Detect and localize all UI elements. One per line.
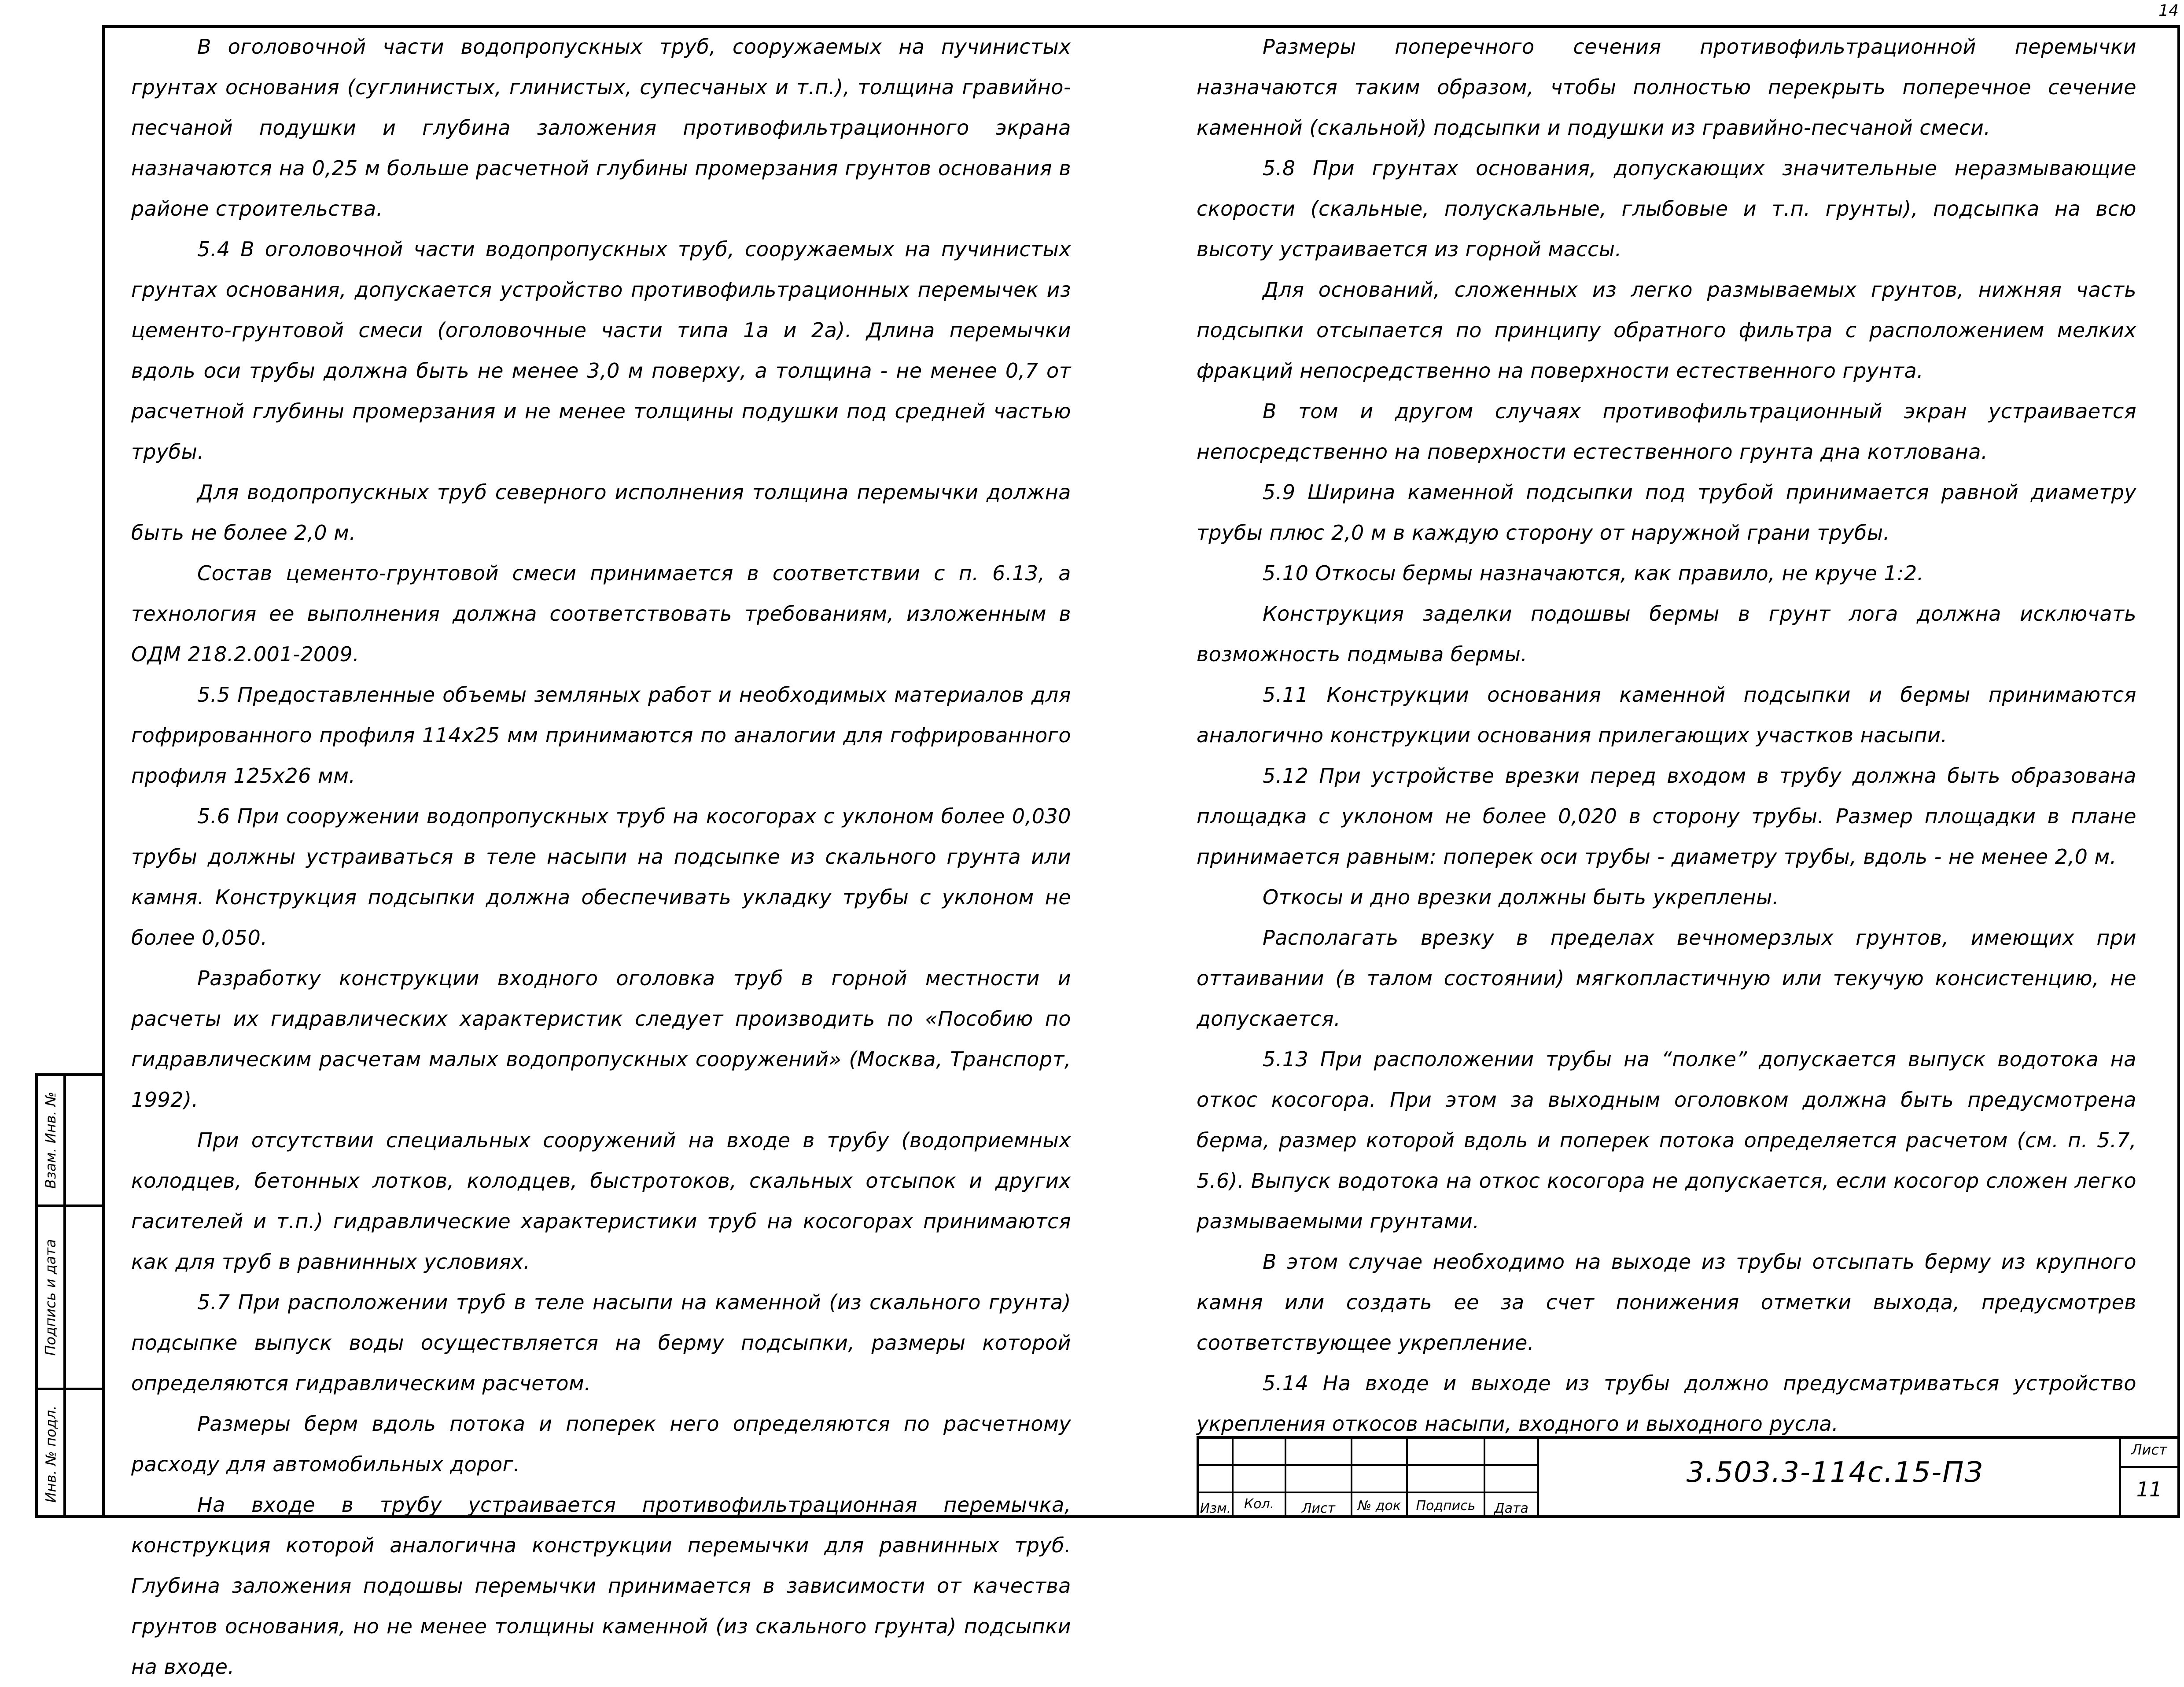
sheet-label: Лист	[2131, 1441, 2167, 1458]
paragraph: При отсутствии специальных сооружений на входе в трубу (водоприемных колодцев, бетонных лотков, колодцев, быстротоков, скальных отсыпок и других гасителей и т.п.) гидравлические характеристики труб на косогорах принимаются как для труб в равнинных условиях.	[131, 1128, 1071, 1274]
paragraph: В этом случае необходимо на выходе из трубы отсыпать берму из крупного камня или создать ее за счет понижения отметки выхода, предусмотрев соответствующее укрепление.	[1197, 1250, 2136, 1355]
side-stamp-strip	[35, 1073, 102, 1518]
title-col	[1485, 1439, 1539, 1518]
strip-cell-inv-zam	[38, 1076, 63, 1204]
sheet-number: 11	[2136, 1477, 2162, 1501]
paragraph: Состав цементо-грунтовой смеси принимается в соответствии с п. 6.13, а технология ее выполнения должна соответствовать требованиям, изложенным в ОДМ 218.2.001-2009.	[131, 561, 1071, 666]
paragraph: Для оснований, сложенных из легко размываемых грунтов, нижняя часть подсыпки отсыпается по принципу обратного фильтра с расположением мелких фракций непосредственно на поверхности естественного грунта.	[1197, 278, 2136, 383]
paragraph: Откосы и дно врезки должны быть укреплены.	[1263, 885, 1779, 909]
paragraph: В оголовочной части водопропускных труб, сооружаемых на пучинистых грунтах основания (суглинистых, глинистых, супесчаных и т.п.), толщина гравийно-песчаной подушки и глубина заложения противофильтрационного экрана назначаются на 0,25 м больше расчетной глубины промерзания грунтов основания в районе строительства.	[131, 35, 1071, 221]
col-ndok-label: № док	[1358, 1498, 1401, 1514]
paragraph: 5.7 При расположении труб в теле насыпи на каменной (из скального грунта) подсыпке выпуск воды осуществляется на берму подсыпки, размеры которой определяются гидравлическим расчетом.	[131, 1290, 1071, 1395]
strip-divider	[63, 1076, 66, 1515]
right-text-column	[1197, 26, 2136, 1444]
col-data-label: Дата	[1494, 1501, 1528, 1516]
paragraph: 5.14 На входе и выходе из трубы должно предусматриваться устройство укрепления откосов насыпи, входного и выходного русла.	[1197, 1371, 2136, 1436]
paragraph: 5.11 Конструкции основания каменной подсыпки и бермы принимаются аналогично конструкции основания прилегающих участков насыпи.	[1197, 683, 2136, 747]
paragraph: Размеры поперечного сечения противофильтрационной перемычки назначаются таким образом, чтобы полностью перекрыть поперечное сечение каменной (скальной) подсыпки и подушки из гравийно-песчаной смеси.	[1197, 35, 2136, 140]
strip-label: Подпись и дата	[42, 1239, 59, 1356]
paragraph: Для водопропускных труб северного исполнения толщина перемычки должна быть не более 2,0 м.	[131, 480, 1071, 545]
col-izm-label: Изм.	[1200, 1501, 1231, 1516]
document-code: 3.503.3-114с.15-ПЗ	[1686, 1456, 1984, 1489]
strip-cell-sign-date	[38, 1207, 63, 1388]
corner-page-number: 14	[2158, 2, 2179, 20]
strip-cell-inv-orig	[38, 1390, 63, 1518]
strip-label: Взам. Инв. №	[42, 1091, 59, 1189]
paragraph: На входе в трубу устраивается противофильтрационная перемычка, конструкция которой аналогична конструкции перемычки для равнинных труб. Глубина заложения подошвы перемычки принимается в зависимости от качества грунтов основания, но не менее толщины каменной (из скального грунта) подсыпки на входе.	[131, 1493, 1071, 1679]
title-col	[1234, 1439, 1286, 1518]
paragraph: Конструкция заделки подошвы бермы в грунт лога должна исключать возможность подмыва бермы.	[1197, 602, 2136, 666]
paragraph: 5.9 Ширина каменной подсыпки под трубой принимается равной диаметру трубы плюс 2,0 м в каждую сторону от наружной грани трубы.	[1197, 480, 2136, 545]
col-podpis-label: Подпись	[1416, 1498, 1476, 1514]
paragraph: 5.5 Предоставленные объемы земляных работ и необходимых материалов для гофрированного профиля 114х25 мм принимаются по аналогии для гофрированного профиля 125х26 мм.	[131, 683, 1071, 788]
left-text-column	[131, 26, 1071, 1687]
sheet-row-line	[2121, 1466, 2180, 1468]
paragraph: В том и другом случаях противофильтрационный экран устраивается непосредственно на поверхности естественного грунта дна котлована.	[1197, 399, 2136, 464]
paragraph: 5.8 При грунтах основания, допускающих значительные неразмывающие скорости (скальные, полускальные, глыбовые и т.п. грунты), подсыпка на всю высоту устраивается из горной массы.	[1197, 156, 2136, 261]
title-col	[1199, 1439, 1234, 1518]
title-block	[1197, 1436, 2180, 1518]
col-kol-label: Кол.	[1244, 1496, 1274, 1512]
paragraph: Располагать врезку в пределах вечномерзлых грунтов, имеющих при оттаивании (в талом состоянии) мягкопластичную или текучую консистенцию, не допускается.	[1197, 926, 2136, 1031]
paragraph: 5.4 В оголовочной части водопропускных труб, сооружаемых на пучинистых грунтах основания, допускается устройство противофильтрационных перемычек из цементо-грунтовой смеси (оголовочные части типа 1а и 2а). Длина перемычки вдоль оси трубы должна быть не менее 3,0 м поверху, а толщина - не менее 0,7 от расчетной глубины промерзания и не менее толщины подушки под средней частью трубы.	[131, 237, 1071, 464]
title-col	[1408, 1439, 1485, 1518]
title-col	[1352, 1439, 1408, 1518]
sheet-col-divider	[2119, 1439, 2121, 1518]
strip-label: Инв. № подл.	[42, 1405, 59, 1503]
paragraph: Размеры берм вдоль потока и поперек него определяются по расчетному расходу для автомобильных дорог.	[131, 1412, 1071, 1476]
col-list-label: Лист	[1301, 1501, 1336, 1516]
title-col	[1286, 1439, 1352, 1518]
paragraph: 5.13 При расположении трубы на “полке” допускается выпуск водотока на откос косогора. При этом за выходным оголовком должна быть предусмотрена берма, размер которой вдоль и поперек потока определяется расчетом (см. п. 5.7, 5.6). Выпуск водотока на откос косогора не допускается, если косогор сложен легко размываемыми грунтами.	[1197, 1047, 2136, 1233]
paragraph: Разработку конструкции входного оголовка труб в горной местности и расчеты их гидравлических характеристик следует производить по «Пособию по гидравлическим расчетам малых водопропускных сооружений» (Москва, Транспорт, 1992).	[131, 966, 1071, 1112]
paragraph: 5.10 Откосы бермы назначаются, как правило, не круче 1:2.	[1263, 561, 1924, 585]
paragraph: 5.6 При сооружении водопропускных труб на косогорах с уклоном более 0,030 трубы должны устраиваться в теле насыпи на подсыпке из скального грунта или камня. Конструкция подсыпки должна обеспечивать укладку трубы с уклоном не более 0,050.	[131, 804, 1071, 950]
paragraph: 5.12 При устройстве врезки перед входом в трубу должна быть образована площадка с уклоном не более 0,020 в сторону трубы. Размер площадки в плане принимается равным: поперек оси трубы - диаметру трубы, вдоль - не менее 2,0 м.	[1197, 764, 2136, 869]
